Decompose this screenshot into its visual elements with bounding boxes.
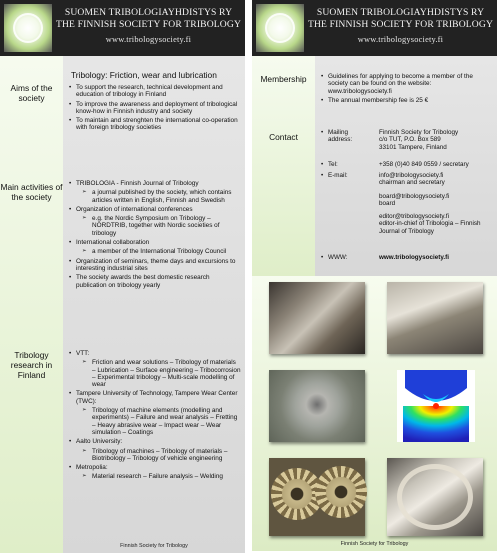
list-item: • Guidelines for applying to become a member of the society can be found on the website: www.tribologysociety.fi [321, 73, 493, 95]
society-logo-icon [4, 4, 52, 52]
email-link[interactable]: editor@tribologysociety.fi [379, 213, 449, 221]
footer-left: Finnish Society for Tribology [120, 543, 188, 549]
left-sidebar [0, 56, 63, 553]
machine-photo [387, 282, 483, 354]
mailing-line: Finnish Society for Tribology [379, 129, 459, 136]
page-title: Tribology: Friction, wear and lubrication [71, 70, 217, 80]
right-panel [252, 0, 497, 553]
sub-item: ➢ a journal published by the society, which contains articles written in English, Finnish and Swedish [76, 189, 241, 204]
list-item: • Organization of seminars, theme days and excursions to interesting industrial sites [69, 258, 241, 273]
list-item: • The society awards the best domestic research publication on tribology yearly [69, 274, 241, 289]
header-text [304, 7, 497, 46]
left-content [63, 56, 245, 553]
header-text [52, 7, 245, 46]
contact-tel [321, 161, 493, 170]
sub-item: ➢ Tribology of machines – Tribology of materials – Biotribology – Tribology of vehicle engineering [76, 448, 241, 463]
label-activities: Main activities of the society [0, 182, 63, 202]
label-contact: Contact [269, 132, 298, 142]
email-key: • E-mail: [328, 172, 368, 179]
contact-mailing [321, 129, 493, 153]
mailing-line: c/o TUT, P.O. Box 589 [379, 136, 441, 144]
research-list [69, 350, 241, 483]
list-item: • Metropolia: ➢ Material research – Failure analysis – Welding [69, 464, 241, 481]
contact-simulation-image [397, 370, 475, 442]
email-role: editor-in-chief of Tribologia – Finnish Journal of Tribology [379, 220, 481, 235]
fem-stress-icon [397, 370, 475, 442]
aims-list [69, 84, 241, 134]
header-url[interactable]: www.tribologysociety.fi [105, 35, 192, 44]
right-sidebar [252, 56, 315, 276]
header-title-fi: SUOMEN TRIBOLOGIAYHDISTYS RY [316, 7, 485, 18]
list-item: • TRIBOLOGIA - Finnish Journal of Tribology ➢ a journal published by the society, which contains articles written in English, Finnish and Swedish [69, 180, 241, 204]
mailing-key: • Mailing address: [328, 129, 368, 144]
header-title-en: THE FINNISH SOCIETY FOR TRIBOLOGY [55, 19, 242, 30]
list-item: • The annual membership fee is 25 € [321, 97, 493, 104]
header-url[interactable]: www.tribologysociety.fi [357, 35, 444, 44]
sub-item: ➢ Tribology of machine elements (modelling and experiments) – Failure and wear analysis – Fretting – Heavy abrasive wear – Impact wear – Wear simulation – Coatings [76, 407, 241, 436]
label-membership: Membership [260, 74, 307, 84]
label-research: Tribology research in Finland [10, 350, 53, 380]
email-link[interactable]: board@tribologysociety.fi [379, 192, 450, 200]
www-link[interactable]: www.tribologysociety.fi [379, 254, 449, 261]
sub-item: ➢ Friction and wear solutions – Tribology of materials – Lubrication – Surface engineering – Tribocorrosion – Experimental tribology – Multi-scale modelling of wear [76, 359, 241, 388]
left-panel [0, 0, 245, 553]
header-right [252, 0, 497, 56]
tel-value: +358 (0)40 849 0559 / secretary [379, 161, 469, 168]
www-key: • WWW: [328, 254, 368, 261]
email-role: board [379, 199, 396, 207]
bearing-photo [387, 458, 483, 536]
right-content [315, 56, 497, 276]
list-item: • To maintain and strenghten the international co-operation with foreign tribology societies [69, 117, 241, 132]
wear-surface-photo [269, 370, 365, 442]
sub-item: ➢ e.g. the Nordic Symposium on Tribology – NORDTRIB, together with Nordic societies of tribology [76, 215, 241, 237]
sub-item: ➢ Material research – Failure analysis – Welding [76, 473, 241, 480]
photo-gallery [252, 276, 497, 551]
email-role: chairman and secretary [379, 179, 445, 187]
activities-list [69, 180, 241, 291]
list-item: • To support the research, technical development and education of tribology in Finland [69, 84, 241, 99]
header-title-en: THE FINNISH SOCIETY FOR TRIBOLOGY [307, 19, 494, 30]
list-item: • VTT: ➢ Friction and wear solutions – Tribology of materials – Lubrication – Surface engineering – Tribocorrosion – Experimental tribology – Multi-scale modelling of wear [69, 350, 241, 388]
label-aims: Aims of the society [10, 83, 53, 103]
sub-item: ➢ a member of the International Tribology Council [76, 248, 241, 255]
list-item: • Aalto University: ➢ Tribology of machines – Tribology of materials – Biotribology – Tribology of vehicle engineering [69, 438, 241, 462]
contact-email [321, 172, 493, 252]
society-logo-icon [256, 4, 304, 52]
mailing-line: 33101 Tampere, Finland [379, 143, 447, 151]
tel-key: • Tel: [328, 161, 368, 168]
list-item: • International collaboration ➢ a member of the International Tribology Council [69, 239, 241, 256]
footer-right: Finnish Society for Tribology [340, 541, 409, 547]
list-item: • Tampere University of Technology, Tampere Wear Center (TWC): ➢ Tribology of machine elements (modelling and experiments) – Failure and wear analysis – Fretting – Heavy abrasive wear – Impact wear – Wear simulation – Coatings [69, 390, 241, 436]
test-rig-photo [269, 282, 365, 354]
membership-list [321, 73, 493, 106]
header-title-fi: SUOMEN TRIBOLOGIAYHDISTYS RY [64, 7, 233, 18]
contact-www [321, 254, 493, 263]
list-item: • To improve the awareness and deployment of tribological know-how in Finnish industry and society [69, 101, 241, 116]
email-link[interactable]: info@tribologysociety.fi [379, 172, 444, 179]
header-left [0, 0, 245, 56]
gears-photo [269, 458, 365, 536]
list-item: • Organization of international conferences ➢ e.g. the Nordic Symposium on Tribology – NORDTRIB, together with Nordic societies of tribology [69, 206, 241, 237]
